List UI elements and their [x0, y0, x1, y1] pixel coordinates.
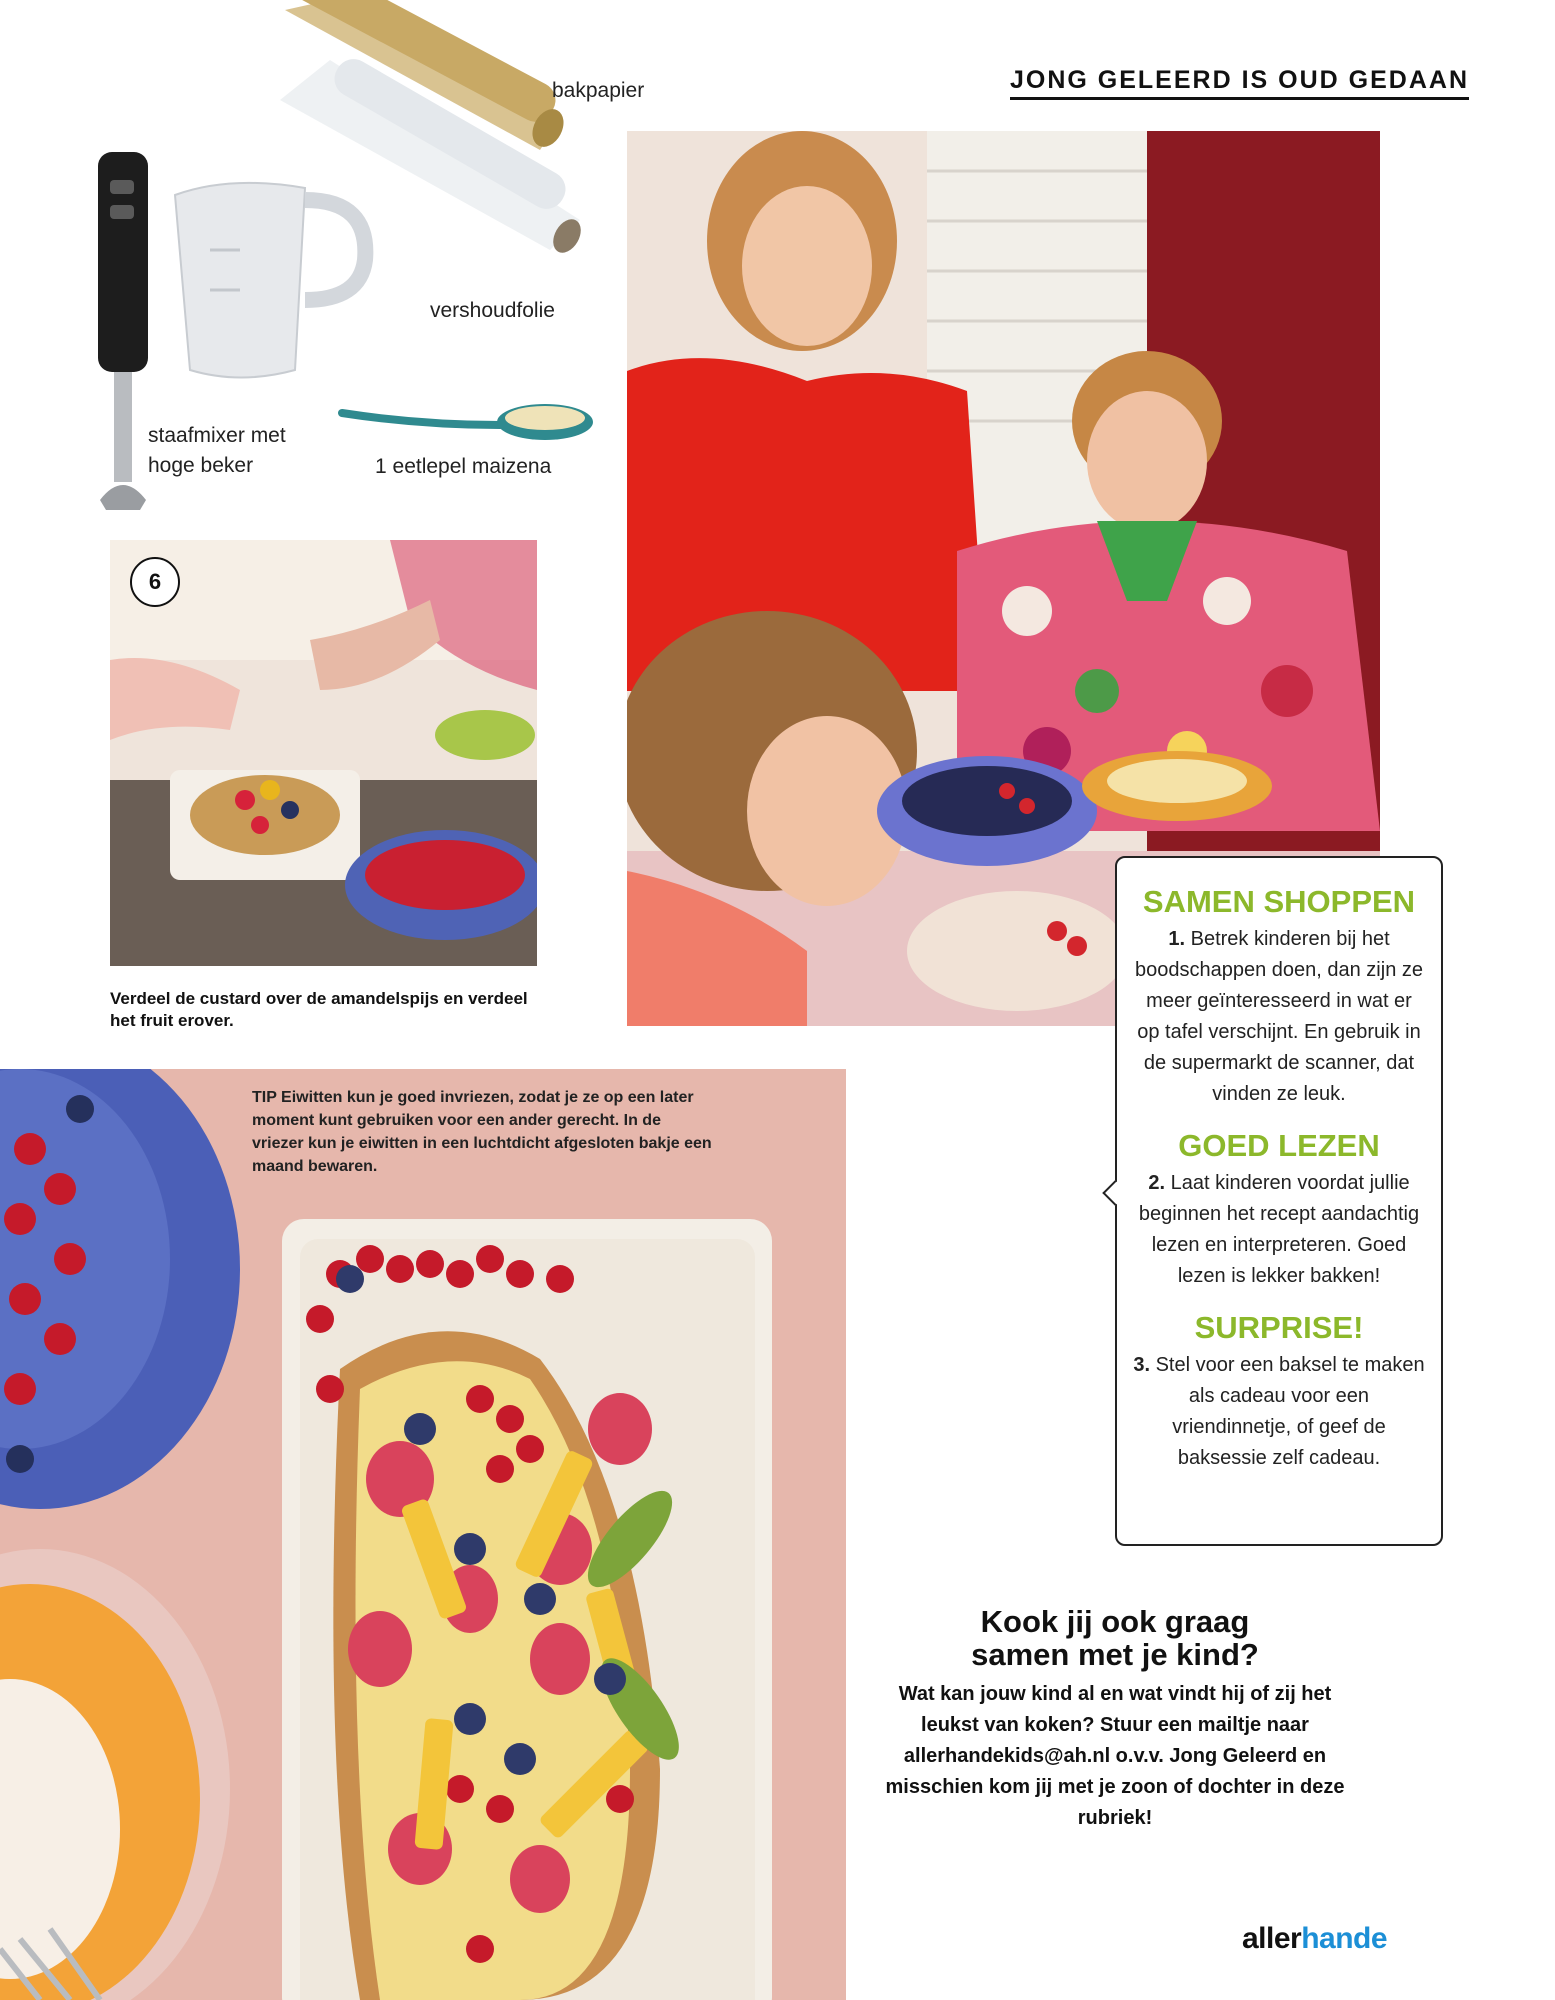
question-title-line2: samen met je kind? [971, 1637, 1259, 1672]
step-caption: Verdeel de custard over de amandelspijs en verdeel het fruit erover. [110, 989, 528, 1030]
blender-label [148, 421, 286, 481]
step-number-badge: 6 [130, 557, 180, 607]
spoon-icon [342, 404, 593, 440]
question-body: Wat kan jouw kind al en wat vindt hij of zij het leukst van koken? Stuur een mailtje naar allerhandekids@ah.nl o.v.v. Jong Geleerd en misschien kom jij met je zoon of dochter in deze rubriek! [885, 1683, 1345, 1829]
tip-body: Eiwitten kun je goed invriezen, zodat je ze op een later moment kunt gebruiken voor een ander gerecht. In de vriezer kun je eiwitten in een luchtdicht afgesloten bakje een maand bewaren. [252, 1089, 712, 1175]
step-photo [110, 540, 537, 966]
tip-item-1-text: 1. Betrek kinderen bij het boodschappen doen, dan zijn ze meer geïnteresseerd in wat er op tafel verschijnt. En gebruik in de supermarkt de scanner, dat vinden ze leuk. [1134, 928, 1423, 1105]
blender-label-line1: staafmixer met [148, 424, 286, 447]
section-title: JONG GELEERD IS OUD GEDAAN [1010, 66, 1469, 100]
tip-label: TIP [252, 1089, 277, 1106]
tip-item-2-text: 2. Laat kinderen voordat jullie beginnen het recept aandachtig lezen en interpreteren. Goed lezen is lekker bakken! [1138, 1172, 1420, 1287]
baking-paper-label: bakpapier [552, 79, 645, 102]
tip-item-1-heading: SAMEN SHOPPEN [1142, 884, 1416, 919]
tart-photo [0, 1069, 846, 2000]
hand-blender-icon [98, 152, 148, 510]
cornstarch-label: 1 eetlepel maizena [375, 455, 552, 478]
tip-item-2-heading: GOED LEZEN [1178, 1128, 1380, 1163]
reader-question [880, 1605, 1350, 1834]
cling-film-label: vershoudfolie [430, 299, 555, 322]
question-title-line1: Kook jij ook graag [980, 1604, 1250, 1639]
tip-item-3-text: 3. Stel voor een baksel te maken als cadeau voor een vriendinnetje, of geef de baksessie zelf cadeau. [1133, 1354, 1425, 1469]
tip-text [252, 1086, 712, 1178]
measuring-jug-icon [175, 183, 365, 378]
tip-item-2 [1117, 1128, 1441, 1292]
blender-label-line2: hoge beker [148, 454, 254, 477]
tips-box [1115, 856, 1443, 1546]
tip-item-3-heading: SURPRISE! [1194, 1310, 1364, 1345]
tip-item-3 [1117, 1310, 1441, 1474]
allerhande-logo: allerhande [1242, 1922, 1388, 1955]
tip-item-1 [1117, 884, 1441, 1110]
